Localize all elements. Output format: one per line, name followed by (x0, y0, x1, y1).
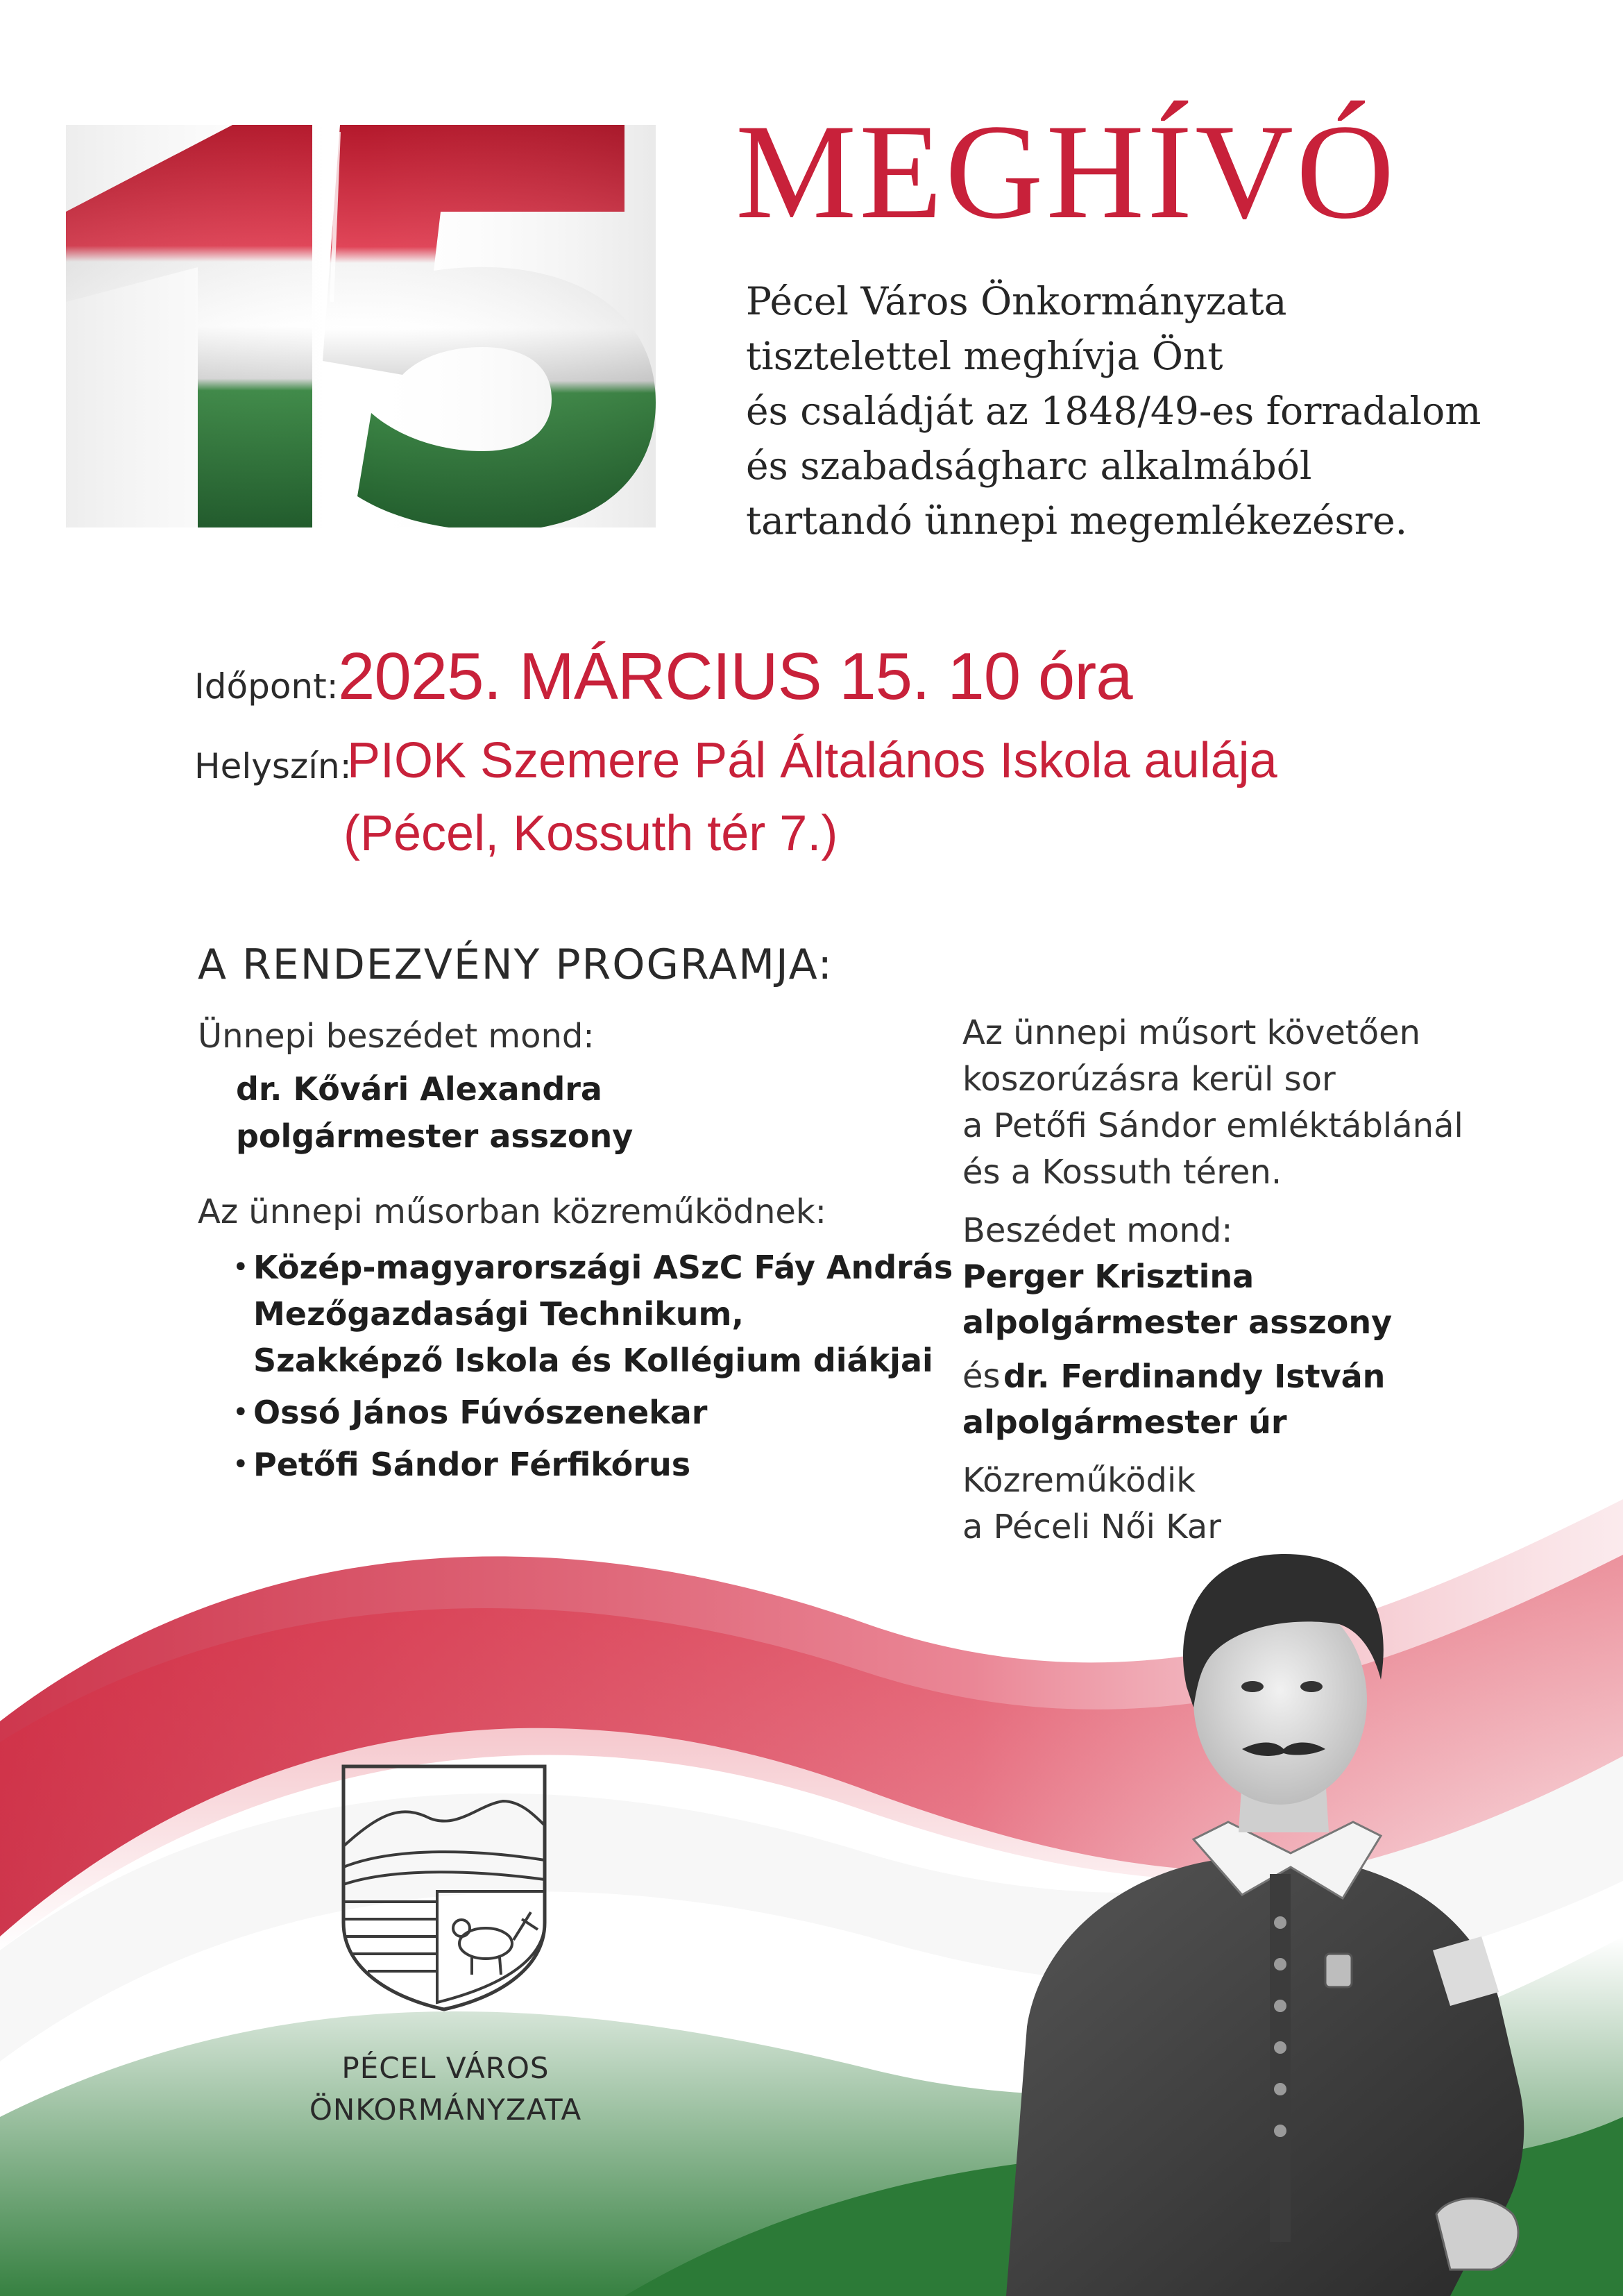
intro-line: Pécel Város Önkormányzata (746, 279, 1287, 323)
list-item (232, 1244, 953, 1384)
wreath-line: és a Kossuth téren. (962, 1153, 1282, 1192)
speaker-name: dr. Kővári Alexandra (236, 1070, 602, 1108)
flag-15-graphic (66, 125, 656, 527)
list-item (232, 1442, 953, 1488)
intro-line: és családját az 1848/49-es forradalom (746, 389, 1481, 433)
speech-intro-right: Beszédet mond: (962, 1211, 1233, 1250)
list-item (232, 1390, 953, 1436)
intro-line: tartandó ünnepi megemlékezésre. (746, 498, 1408, 543)
program-title: A RENDEZVÉNY PROGRAMJA: (198, 940, 833, 989)
place-label: Helyszín: (194, 746, 352, 786)
wreath-text (962, 1010, 1463, 1196)
intro-line: tisztelettel meghívja Önt (746, 334, 1223, 378)
performers-intro: Az ünnepi műsorban közreműködnek: (198, 1192, 826, 1231)
intro-line: és szabadságharc alkalmából (746, 444, 1312, 488)
speaker2-name: dr. Ferdinandy István (1003, 1358, 1386, 1395)
speaker2-role: alpolgármester úr (962, 1403, 1287, 1441)
petofi-portrait-illustration (965, 1548, 1575, 2296)
lamb-icon (453, 1912, 538, 1975)
speaker1-role: alpolgármester asszony (962, 1303, 1393, 1341)
wreath-line: a Petőfi Sándor emléktáblánál (962, 1106, 1463, 1145)
town-coat-of-arms-icon (340, 1763, 548, 2013)
performers-list (232, 1244, 953, 1488)
wreath-line: koszorúzásra kerül sor (962, 1060, 1336, 1099)
and-word: és (962, 1357, 1001, 1396)
date-value: 2025. MÁRCIUS 15. 10 óra (338, 639, 1132, 714)
place-address: (Pécel, Kossuth tér 7.) (343, 806, 838, 861)
org-name-line1: PÉCEL VÁROS (341, 2051, 550, 2085)
wreath-line: Az ünnepi műsort követően (962, 1013, 1421, 1052)
performer-line: Szakképző Iskola és Kollégium diákjai (253, 1342, 933, 1379)
speech-intro: Ünnepi beszédet mond: (198, 1017, 595, 1056)
performer-line: Mezőgazdasági Technikum, (253, 1295, 744, 1333)
performer-line: • Ossó János Fúvószenekar (253, 1394, 708, 1431)
contrib-line: a Péceli Női Kar (962, 1508, 1221, 1546)
place-value: PIOK Szemere Pál Általános Iskola aulája (347, 733, 1277, 788)
performer-line: • Petőfi Sándor Férfikórus (253, 1446, 691, 1483)
date-label: Időpont: (194, 666, 339, 707)
page-title: MEGHÍVÓ (736, 96, 1397, 247)
invitation-text (746, 274, 1565, 548)
speaker2-line (962, 1357, 1385, 1396)
contrib-line: Közreműködik (962, 1461, 1196, 1500)
performer-line: • Közép-magyarországi ASzC Fáy András (253, 1249, 953, 1286)
speaker1-name: Perger Krisztina (962, 1258, 1255, 1295)
org-name-line2: ÖNKORMÁNYZATA (309, 2093, 582, 2127)
speaker-role: polgármester asszony (236, 1117, 634, 1155)
